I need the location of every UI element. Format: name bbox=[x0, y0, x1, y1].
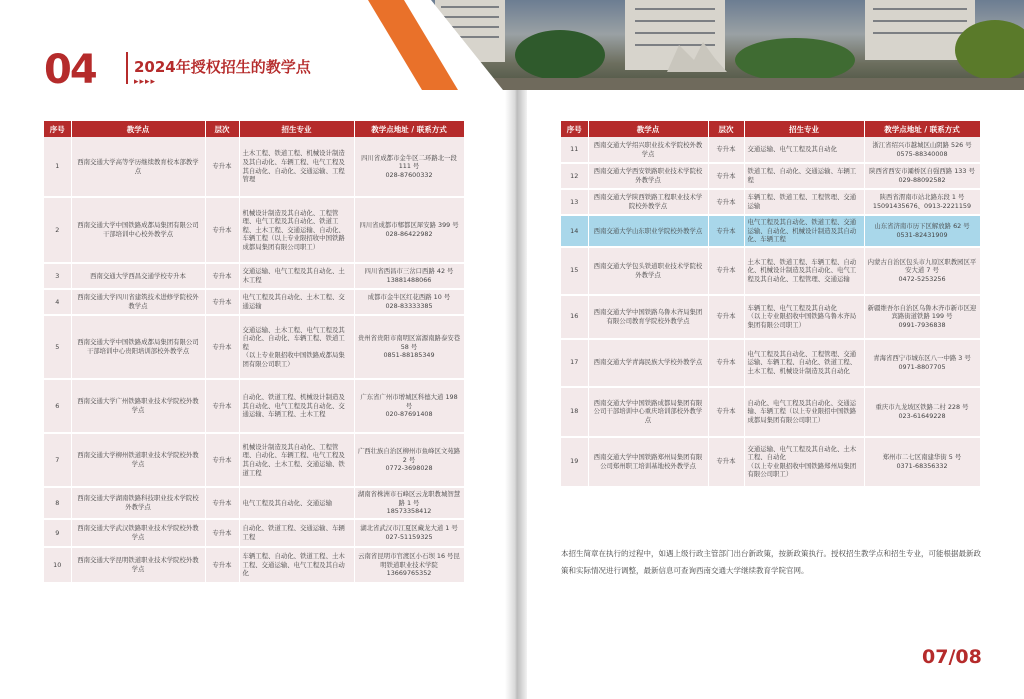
cell-site: 西南交通大学中国铁路乌鲁木齐局集团有限公司教育学院校外教学点 bbox=[588, 295, 708, 339]
cell-site: 西南交通大学湖南铁路科技职业技术学院校外教学点 bbox=[71, 487, 205, 519]
cell-address: 广东省广州市增城区科德大道 198 号 020-87691408 bbox=[354, 379, 464, 433]
cell-no: 16 bbox=[561, 295, 588, 339]
cell-majors: 电气工程及其自动化、交通运输 bbox=[239, 487, 354, 519]
cell-no: 13 bbox=[561, 189, 588, 215]
header-no: 序号 bbox=[561, 121, 588, 137]
cell-site: 西南交通大学绍兴职业技术学院校外教学点 bbox=[588, 137, 708, 163]
cell-no: 17 bbox=[561, 339, 588, 387]
header-level: 层次 bbox=[708, 121, 744, 137]
cell-no: 9 bbox=[44, 519, 71, 547]
table-row bbox=[561, 215, 980, 247]
cell-address: 青海省西宁市城东区八一中路 3 号 0971-8807705 bbox=[864, 339, 980, 387]
table-row bbox=[44, 263, 464, 289]
cell-no: 4 bbox=[44, 289, 71, 315]
cell-site: 西南交通大学西昌交通学校专升本 bbox=[71, 263, 205, 289]
table-row bbox=[561, 295, 980, 339]
book-spine bbox=[505, 0, 527, 699]
cell-address: 山东省济南市历下区解放路 62 号 0531-82431909 bbox=[864, 215, 980, 247]
table-row bbox=[561, 247, 980, 295]
cell-majors: 土木工程、铁道工程、车辆工程、自动化、机械设计制造及其自动化、电气工程及其自动化、工程管理、交通运输 bbox=[744, 247, 864, 295]
cell-majors: 交通运输、电气工程及其自动化、土木工程 bbox=[239, 263, 354, 289]
cell-address: 四川省成都市郫都区犀安路 399 号 028-86422982 bbox=[354, 197, 464, 263]
cell-majors: 交通运输、电气工程及其自动化 bbox=[744, 137, 864, 163]
cell-address: 成都市金牛区红花西路 10 号 028-83333385 bbox=[354, 289, 464, 315]
policy-note: 本招生简章在执行的过程中，如遇上级行政主管部门出台新政策，按新政策执行。授权招生教学点和招生专业，可能根据最新政策和实际情况进行调整，最新信息可查询西南交通大学继续教育学院官网。 bbox=[561, 549, 981, 575]
teaching-sites-table-right bbox=[561, 121, 981, 488]
cell-no: 18 bbox=[561, 387, 588, 437]
table-row bbox=[561, 137, 980, 163]
cell-address: 郑州市二七区南建华街 5 号 0371-68356332 bbox=[864, 437, 980, 487]
cell-site: 西南交通大学昆明铁道职业技术学院校外教学点 bbox=[71, 547, 205, 583]
cell-site: 西南交通大学陕西铁路工程职业技术学院校外教学点 bbox=[588, 189, 708, 215]
cell-level: 专升本 bbox=[708, 137, 744, 163]
cell-site: 西南交通大学柳州铁道职业技术学院校外教学点 bbox=[71, 433, 205, 487]
cell-level: 专升本 bbox=[205, 289, 239, 315]
section-title: 2024年授权招生的教学点 bbox=[134, 58, 311, 76]
cell-level: 专升本 bbox=[205, 379, 239, 433]
table-row bbox=[561, 163, 980, 189]
cell-site: 西南交通大学包头铁道职业技术学院校外教学点 bbox=[588, 247, 708, 295]
cell-majors: 自动化、电气工程及其自动化、交通运输、车辆工程（以上专业限招中国铁路成都局集团有限公司职工） bbox=[744, 387, 864, 437]
cell-level: 专升本 bbox=[205, 547, 239, 583]
cell-address: 陕西省渭南市站北路东段 1 号 15091435676、0913-2221159 bbox=[864, 189, 980, 215]
page-number: 07/08 bbox=[922, 646, 982, 668]
cell-level: 专升本 bbox=[708, 339, 744, 387]
cell-no: 15 bbox=[561, 247, 588, 295]
cell-address: 四川省西昌市三岔口西路 42 号 13881488066 bbox=[354, 263, 464, 289]
cell-site: 西南交通大学高等学历继续教育校本部教学点 bbox=[71, 137, 205, 197]
cell-level: 专升本 bbox=[205, 519, 239, 547]
cell-majors: 铁道工程、自动化、交通运输、车辆工程 bbox=[744, 163, 864, 189]
cell-address: 四川省成都市金牛区二环路北一段 111 号 028-87600332 bbox=[354, 137, 464, 197]
cell-site: 西南交通大学广州铁路职业技术学院校外教学点 bbox=[71, 379, 205, 433]
table-row bbox=[561, 189, 980, 215]
header-majors: 招生专业 bbox=[239, 121, 354, 137]
cell-majors: 电气工程及其自动化、铁道工程、交通运输、自动化、机械设计制造及其自动化、车辆工程 bbox=[744, 215, 864, 247]
cell-address: 浙江省绍兴市越城区山阴路 526 号 0575-88340008 bbox=[864, 137, 980, 163]
table-row bbox=[44, 197, 464, 263]
cell-no: 6 bbox=[44, 379, 71, 433]
cell-majors: 机械设计制造及其自动化、工程管理、自动化、车辆工程、电气工程及其自动化、土木工程、交通运输、铁道工程 bbox=[239, 433, 354, 487]
cell-no: 8 bbox=[44, 487, 71, 519]
table-row bbox=[44, 433, 464, 487]
cell-site: 西南交通大学中国铁路成都局集团有限公司干部培训中心重庆培训部校外教学点 bbox=[588, 387, 708, 437]
cell-address: 湖北省武汉市江夏区藏龙大道 1 号 027-51159325 bbox=[354, 519, 464, 547]
cell-majors: 自动化、铁道工程、交通运输、车辆工程 bbox=[239, 519, 354, 547]
cell-site: 西南交通大学青海民族大学校外教学点 bbox=[588, 339, 708, 387]
cell-level: 专升本 bbox=[205, 137, 239, 197]
cell-no: 5 bbox=[44, 315, 71, 379]
cell-majors: 车辆工程、自动化、铁道工程、土木工程、交通运输、电气工程及其自动化 bbox=[239, 547, 354, 583]
cell-no: 2 bbox=[44, 197, 71, 263]
cell-level: 专升本 bbox=[205, 197, 239, 263]
cell-address: 陕西省西安市灞桥区自强西路 133 号 029-88092582 bbox=[864, 163, 980, 189]
cell-no: 14 bbox=[561, 215, 588, 247]
cell-majors: 土木工程、铁道工程、机械设计制造及其自动化、车辆工程、电气工程及其自动化、自动化、交通运输、工程管理 bbox=[239, 137, 354, 197]
cell-level: 专升本 bbox=[708, 295, 744, 339]
cell-level: 专升本 bbox=[708, 189, 744, 215]
cell-level: 专升本 bbox=[205, 433, 239, 487]
table-row bbox=[44, 289, 464, 315]
header-site: 教学点 bbox=[71, 121, 205, 137]
cell-site: 西南交通大学中国铁路成都局集团有限公司干部培训中心校外教学点 bbox=[71, 197, 205, 263]
cell-level: 专升本 bbox=[708, 387, 744, 437]
cell-level: 专升本 bbox=[708, 215, 744, 247]
cell-site: 西南交通大学武汉铁路职业技术学院校外教学点 bbox=[71, 519, 205, 547]
section-number: 04 bbox=[44, 47, 96, 93]
teaching-sites-table-left bbox=[44, 121, 465, 584]
cell-no: 11 bbox=[561, 137, 588, 163]
table-row bbox=[44, 315, 464, 379]
table-row bbox=[44, 137, 464, 197]
table-row bbox=[561, 387, 980, 437]
cell-no: 19 bbox=[561, 437, 588, 487]
cell-site: 西南交通大学四川省建筑技术进修学院校外教学点 bbox=[71, 289, 205, 315]
header-address: 教学点地址 / 联系方式 bbox=[354, 121, 464, 137]
cell-site: 西南交通大学中国铁路成都局集团有限公司干部培训中心贵阳培训部校外教学点 bbox=[71, 315, 205, 379]
header-majors: 招生专业 bbox=[744, 121, 864, 137]
cell-majors: 车辆工程、铁道工程、工程管理、交通运输 bbox=[744, 189, 864, 215]
cell-majors: 自动化、铁道工程、机械设计制造及其自动化、电气工程及其自动化、交通运输、车辆工程、土木工程 bbox=[239, 379, 354, 433]
section-divider bbox=[126, 52, 128, 84]
table-row bbox=[561, 339, 980, 387]
table-row bbox=[44, 519, 464, 547]
section-arrows: ▸▸▸▸ bbox=[134, 77, 157, 87]
cell-address: 新疆维吾尔自治区乌鲁木齐市新市区迎宾路街道铁路 199 号 0991-7936838 bbox=[864, 295, 980, 339]
cell-no: 12 bbox=[561, 163, 588, 189]
header-site: 教学点 bbox=[588, 121, 708, 137]
cell-address: 湖南省株洲市石峰区云龙职教城智慧路 1 号 18573358412 bbox=[354, 487, 464, 519]
cell-majors: 电气工程及其自动化、土木工程、交通运输 bbox=[239, 289, 354, 315]
cell-site: 西南交通大学西安铁路职业技术学院校外教学点 bbox=[588, 163, 708, 189]
cell-majors: 车辆工程、电气工程及其自动化 （以上专业限招收中国铁路乌鲁木齐局集团有限公司职工） bbox=[744, 295, 864, 339]
cell-no: 7 bbox=[44, 433, 71, 487]
cell-address: 广西壮族自治区柳州市鱼峰区文苑路 2 号 0772-3698028 bbox=[354, 433, 464, 487]
cell-level: 专升本 bbox=[708, 247, 744, 295]
cell-majors: 电气工程及其自动化、工程管理、交通运输、车辆工程、自动化、铁道工程、土木工程、机械设计制造及其自动化 bbox=[744, 339, 864, 387]
cell-majors: 机械设计制造及其自动化、工程管理、电气工程及其自动化、铁道工程、土木工程、交通运输、自动化、车辆工程（以上专业限招收中国铁路成都局集团有限公司职工） bbox=[239, 197, 354, 263]
cell-majors: 交通运输、土木工程、电气工程及其自动化、自动化、车辆工程、铁道工程 （以上专业限招收中国铁路成都局集团有限公司职工） bbox=[239, 315, 354, 379]
cell-site: 西南交通大学山东职业学院校外教学点 bbox=[588, 215, 708, 247]
cell-address: 重庆市九龙坡区铁路二村 228 号 023-61649228 bbox=[864, 387, 980, 437]
cell-level: 专升本 bbox=[708, 163, 744, 189]
cell-address: 贵州省贵阳市南明区富源南路泰安巷 58 号 0851-88185349 bbox=[354, 315, 464, 379]
header-no: 序号 bbox=[44, 121, 71, 137]
cell-no: 1 bbox=[44, 137, 71, 197]
cell-level: 专升本 bbox=[205, 315, 239, 379]
cell-no: 3 bbox=[44, 263, 71, 289]
cell-level: 专升本 bbox=[708, 437, 744, 487]
table-row bbox=[561, 437, 980, 487]
cell-address: 内蒙古自治区包头市九原区职教园区平安大道 7 号 0472-5253256 bbox=[864, 247, 980, 295]
cell-address: 云南省昆明市官渡区小石坝 16 号昆明铁道职业技术学院 13669765352 bbox=[354, 547, 464, 583]
cell-no: 10 bbox=[44, 547, 71, 583]
cell-level: 专升本 bbox=[205, 263, 239, 289]
table-row bbox=[44, 487, 464, 519]
cell-majors: 交通运输、电气工程及其自动化、土木工程、自动化 （以上专业限招收中国铁路郑州局集团有限公司职工） bbox=[744, 437, 864, 487]
cell-site: 西南交通大学中国铁路郑州局集团有限公司郑州职工培训基地校外教学点 bbox=[588, 437, 708, 487]
header-address: 教学点地址 / 联系方式 bbox=[864, 121, 980, 137]
table-row bbox=[44, 547, 464, 583]
cell-level: 专升本 bbox=[205, 487, 239, 519]
table-row bbox=[44, 379, 464, 433]
header-level: 层次 bbox=[205, 121, 239, 137]
